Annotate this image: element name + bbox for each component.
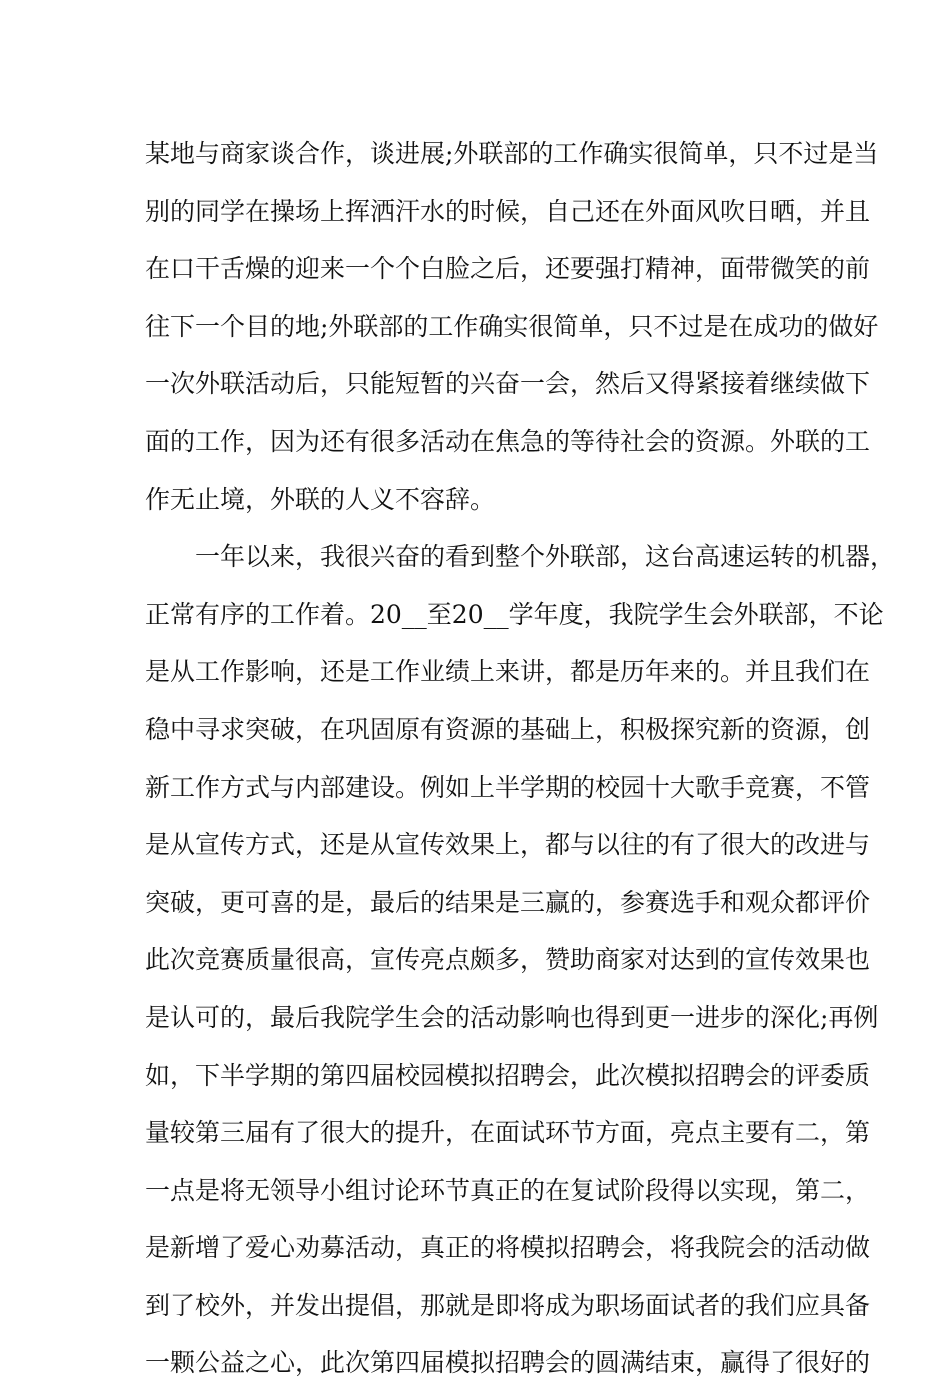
text-line-10: 是从工作影响，还是工作业绩上来讲，都是历年来的。并且我们在 <box>145 657 871 687</box>
text-line-4: 往下一个目的地;外联部的工作确实很简单，只不过是在成功的做好 <box>145 311 879 341</box>
body-text <box>145 125 896 1392</box>
text-line-19: 一点是将无领导小组讨论环节真正的在复试阶段得以实现，第二， <box>145 1175 871 1205</box>
text-line-2: 别的同学在操场上挥洒汗水的时候，自己还在外面风吹日晒，并且 <box>145 196 871 226</box>
text-line-17: 如，下半学期的第四届校园模拟招聘会，此次模拟招聘会的评委质 <box>145 1060 871 1090</box>
text-line-21: 到了校外，并发出提倡，那就是即将成为职场面试者的我们应具备 <box>145 1290 871 1320</box>
text-line-9: 正常有序的工作着。20__至20__学年度，我院学生会外联部，不论 <box>145 599 884 629</box>
paragraph-start-line: 一年以来，我很兴奋的看到整个外联部，这台高速运转的机器， <box>195 542 896 572</box>
text-line-13: 是从宣传方式，还是从宣传效果上，都与以往的有了很大的改进与 <box>145 830 871 860</box>
text-line-7: 作无止境，外联的人义不容辞。 <box>145 484 496 514</box>
text-line-12: 新工作方式与内部建设。例如上半学期的校园十大歌手竞赛，不管 <box>145 772 871 802</box>
text-line-1: 某地与商家谈合作，谈进展;外联部的工作确实很简单，只不过是当 <box>145 139 879 168</box>
text-line-18: 量较第三届有了很大的提升，在面试环节方面，亮点主要有二，第 <box>145 1118 871 1148</box>
text-line-11: 稳中寻求突破，在巩固原有资源的基础上，积极探究新的资源，创 <box>145 714 871 744</box>
text-line-6: 面的工作，因为还有很多活动在焦急的等待社会的资源。外联的工 <box>145 426 871 456</box>
text-line-5: 一次外联活动后，只能短暂的兴奋一会，然后又得紧接着继续做下 <box>145 369 871 399</box>
text-line-15: 此次竞赛质量很高，宣传亮点颇多，赞助商家对达到的宣传效果也 <box>145 945 871 975</box>
text-line-3: 在口干舌燥的迎来一个个白脸之后，还要强打精神，面带微笑的前 <box>145 254 871 284</box>
text-line-14: 突破，更可喜的是，最后的结果是三赢的，参赛选手和观众都评价 <box>145 887 871 917</box>
text-line-22: 一颗公益之心，此次第四届模拟招聘会的圆满结束，赢得了很好的 <box>145 1348 871 1378</box>
text-line-20: 是新增了爱心劝募活动，真正的将模拟招聘会，将我院会的活动做 <box>145 1233 871 1263</box>
text-line-16: 是认可的，最后我院学生会的活动影响也得到更一进步的深化;再例 <box>145 1002 879 1032</box>
